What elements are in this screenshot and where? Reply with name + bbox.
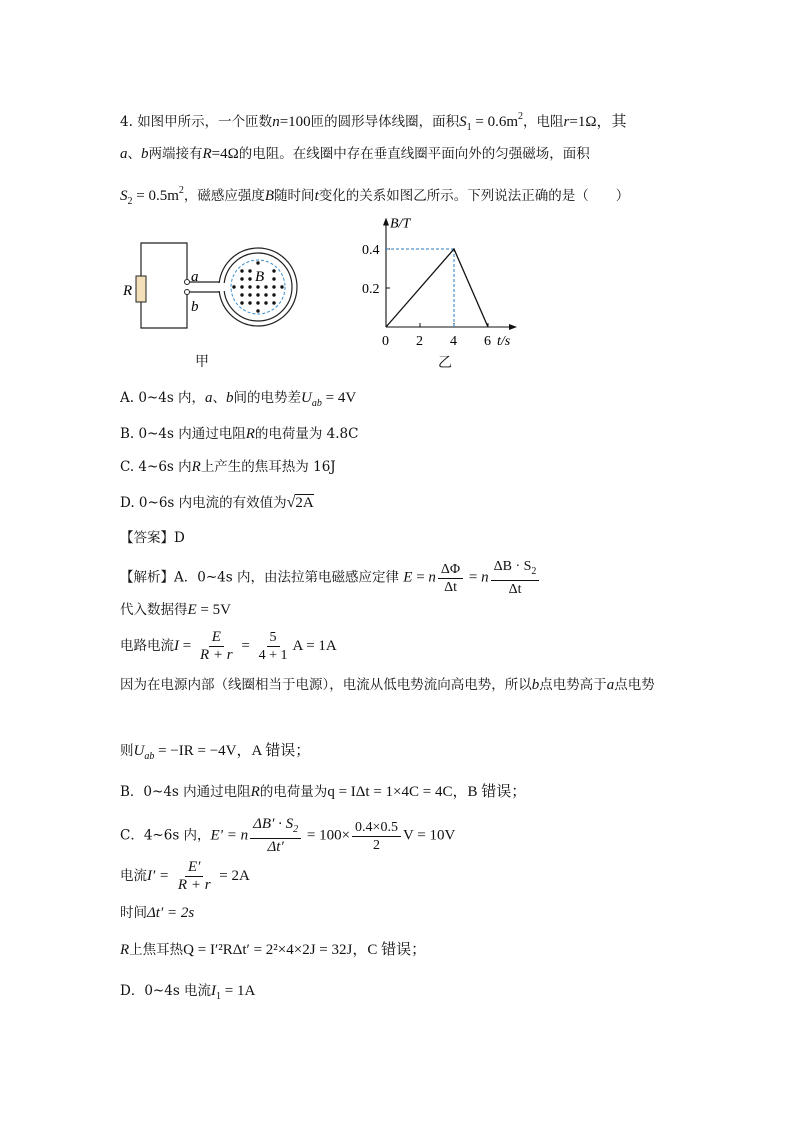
option-b: B. 0~4s 内通过电阻R的电荷量为 4.8C — [120, 426, 359, 442]
option-c: C. 4~6s 内R上产生的焦耳热为 16J — [120, 459, 336, 475]
field-dot — [272, 269, 275, 272]
analysis-a-intro: 【解析】A．0~4s 内，由法拉第电磁感应定律 E = n $\frac{\Delta\Phi}{\Delta t}$ = n $\frac{\Delta B \cdot S_2}{\Delta t}$ — [120, 558, 541, 598]
field-dot — [264, 285, 267, 288]
field-dot — [256, 293, 259, 296]
y-tick-label: 0.4 — [362, 243, 380, 258]
bt-series-line — [386, 249, 488, 327]
analysis-current: 电路电流I = $\frac{E}{R + r}$ = $\frac{5}{4 + 1}$ A = 1A — [120, 629, 337, 663]
circuit-figure — [118, 232, 308, 342]
terminal-a-label: a — [191, 269, 199, 285]
resistor-label: R — [123, 283, 133, 299]
analysis-reason: 因为在电源内部（线圈相当于电源），电流从低电势流向高电势，所以b点电势高于a点电势 — [120, 677, 655, 693]
y-tick-label: 0.2 — [362, 282, 380, 297]
terminal-b-label: b — [191, 299, 199, 315]
field-dot — [256, 261, 259, 264]
x-axis-label: t/s — [497, 334, 511, 349]
field-dot — [240, 285, 243, 288]
analysis-b: B．0~4s 内通过电阻R的电荷量为q = IΔt = 1×4C = 4C，B 错误； — [120, 784, 527, 800]
field-dot — [248, 293, 251, 296]
terminal-a — [185, 280, 190, 285]
terminal-b — [185, 290, 190, 295]
bt-chart — [350, 218, 530, 352]
field-dot — [256, 285, 259, 288]
question-number: 4. — [120, 114, 133, 130]
option-a: A. 0~4s 内，a、b间的电势差$U_{ab} = 4V$ — [120, 390, 357, 409]
field-dot — [248, 285, 251, 288]
y-axis-arrow — [383, 218, 389, 226]
option-d: D. 0~6s 内电流的有效值为√2A — [120, 494, 314, 511]
field-dot — [248, 269, 251, 272]
field-dot — [272, 301, 275, 304]
analysis-c: C．4~6s 内，E′ = n $\frac{\Delta B' \cdot S_2}{\Delta t'}$ = 100× $\frac{0.4\times 0.5}{2}$ V = 10V — [120, 816, 456, 855]
field-dot — [256, 309, 259, 312]
question-line-3: $S_2 = 0.5m^2$，磁感应强度B随时间t变化的关系如图乙所示。下列说法正确的是（ ） — [120, 185, 630, 207]
analysis-q: R上焦耳热Q = I′²RΔt′ = 2²×4×2J = 32J，C 错误； — [120, 942, 427, 958]
field-dot — [272, 277, 275, 280]
y-axis-label: B/T — [390, 218, 411, 232]
question-line-1: 4. 如图甲所示，一个匝数n=100匝的圆形导体线圈，面积$S_1 = 0.6m^2$，电阻r=1Ω，其 — [120, 111, 627, 133]
field-dot — [240, 277, 243, 280]
x-tick-label: 0 — [382, 334, 389, 349]
field-label: B — [255, 269, 265, 285]
question-line-2: a、b两端接有R=4Ω的电阻。在线圈中存在垂直线圈平面向外的匀强磁场，面积 — [120, 146, 590, 162]
answer: 【答案】D — [120, 530, 185, 546]
field-dot — [248, 277, 251, 280]
coil-gap — [216, 283, 225, 291]
field-dot — [272, 285, 275, 288]
analysis-dt: 时间Δt′ = 2s — [120, 905, 195, 921]
analysis-substitute: 代入数据得E = 5V — [120, 602, 231, 618]
field-dot — [280, 285, 283, 288]
analysis-d: D．0~4s 电流$I_1 = 1A$ — [120, 983, 256, 1002]
x-tick-label: 6 — [484, 334, 491, 349]
field-dot — [264, 293, 267, 296]
field-dot — [264, 301, 267, 304]
field-dot — [240, 269, 243, 272]
field-dot — [248, 301, 251, 304]
field-dot — [232, 285, 235, 288]
analysis-uab: 则$U_{ab} = -IR = -4V$，A 错误； — [120, 743, 311, 762]
analysis-i2: 电流I′ = $\frac{E'}{R + r}$ = 2A — [120, 859, 250, 893]
field-dot — [272, 293, 275, 296]
field-dot — [240, 293, 243, 296]
field-dot — [240, 301, 243, 304]
x-tick-label: 2 — [416, 334, 423, 349]
x-tick-label: 4 — [450, 334, 457, 349]
figure-yi-caption: 乙 — [438, 355, 452, 371]
field-dot — [256, 301, 259, 304]
figure-jia-caption: 甲 — [195, 354, 209, 370]
resistor — [136, 276, 146, 302]
circuit-wire — [141, 243, 187, 328]
x-axis-arrow — [509, 324, 517, 330]
